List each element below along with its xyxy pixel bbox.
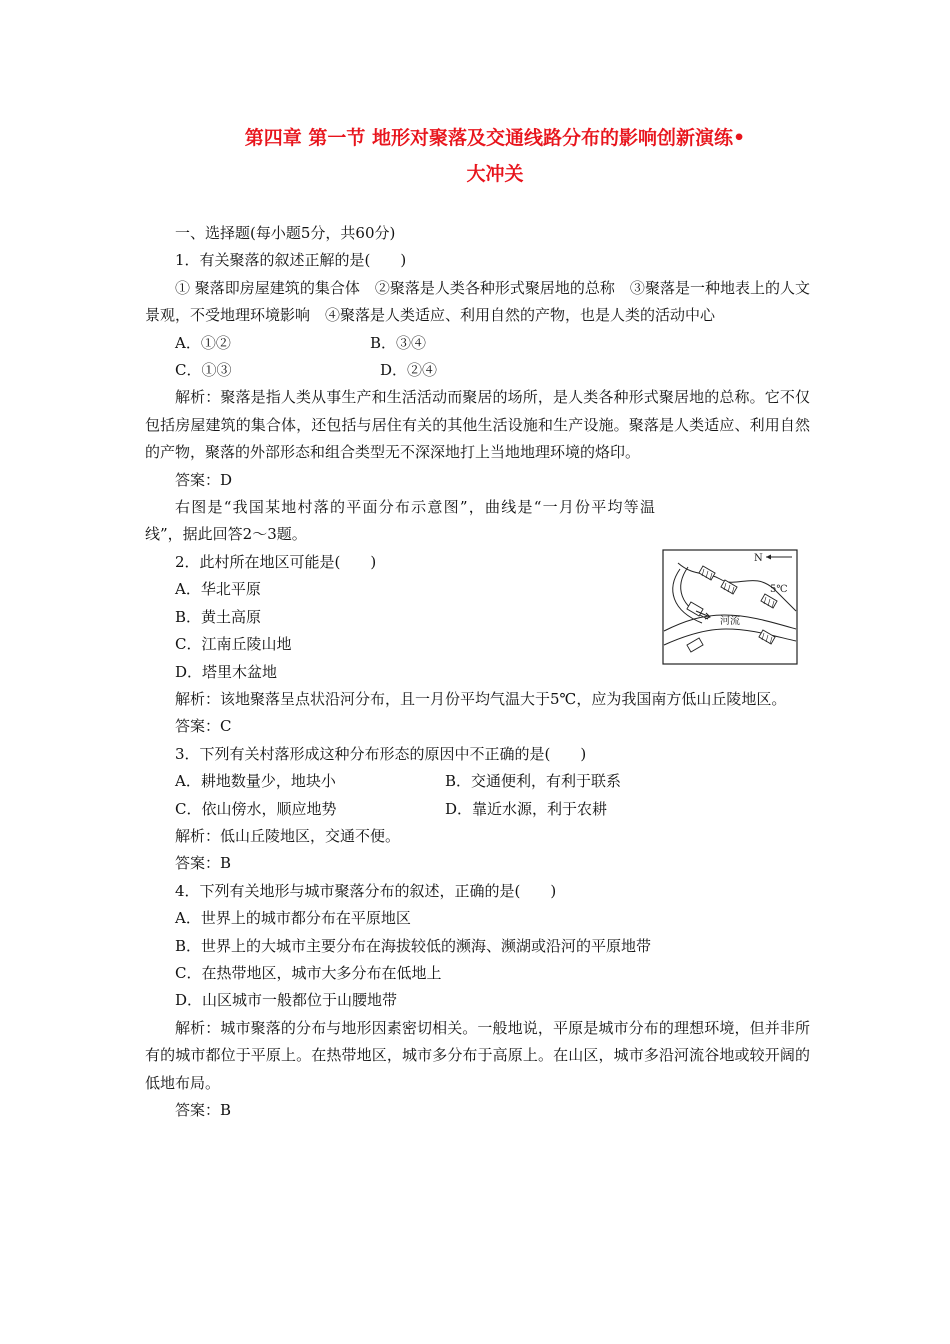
document-title — [150, 120, 840, 192]
title-line-1: 第四章 第一节 地形对聚落及交通线路分布的影响创新演练• — [244, 127, 746, 149]
q2-option-b: B．黄土高原 — [175, 607, 262, 626]
q3-answer: 答案：B — [175, 854, 232, 873]
village-distribution-map — [662, 549, 798, 665]
q1-option-a: A．①② — [175, 333, 231, 352]
q2-option-a: A．华北平原 — [175, 580, 261, 599]
q1-options-row-2 — [145, 357, 810, 384]
q1-options-row-1 — [145, 330, 810, 357]
q1-option-d: D．②④ — [380, 361, 438, 380]
q3-option-d: D．靠近水源，利于农耕 — [445, 799, 608, 818]
q3-options-row-2 — [145, 796, 810, 823]
intro-2-3: 右图是“我国某地村落的平面分布示意图”，曲线是“一月份平均等温线”，据此回答2～3题。 — [145, 498, 655, 544]
north-label: N — [754, 553, 763, 564]
river-label: 河流 — [720, 616, 740, 627]
q1-statement: ① 聚落即房屋建筑的集合体 ②聚落是人类各种形式聚居地的总称 ③聚落是一种地表上的人文景观，不受地理环境影响 ④聚落是人类适应、利用自然的产物，也是人类的活动中心 — [145, 278, 810, 325]
q2-analysis: 解析：该地聚落呈点状沿河分布，且一月份平均气温大于5℃，应为我国南方低山丘陵地区。 — [175, 689, 787, 708]
q1-option-b: B．③④ — [370, 333, 427, 352]
q1-option-c: C．①③ — [175, 361, 232, 380]
q3-option-b: B．交通便利，有利于联系 — [445, 772, 622, 791]
q4-option-b: B．世界上的大城市主要分布在海拔较低的濒海、濒湖或沿河的平原地带 — [175, 936, 652, 955]
section-header: 一、选择题(每小题5分，共60分) — [175, 224, 396, 242]
q3-stem: 3．下列有关村落形成这种分布形态的原因中不正确的是( ) — [175, 744, 587, 763]
q3-option-c: C．依山傍水，顺应地势 — [175, 799, 337, 818]
q1-analysis: 解析：聚落是指人类从事生产和生活活动而聚居的场所，是人类各种形式聚居地的总称。它不仅包括房屋建筑的集合体，还包括与居住有关的其他生活设施和生产设施。聚落是人类适应、利用自然的产物，聚落的外部形态和组合类型无不深深地打上当地地理环境的烙印。 — [145, 388, 810, 462]
temp-label: 5℃ — [770, 584, 788, 595]
q1-stem: 1．有关聚落的叙述正解的是( ) — [175, 251, 407, 270]
q4-option-c: C．在热带地区，城市大多分布在低地上 — [175, 963, 442, 982]
q3-option-a: A．耕地数量少，地块小 — [175, 772, 336, 791]
title-line-2: 大冲关 — [466, 163, 524, 185]
q3-analysis: 解析：低山丘陵地区，交通不便。 — [175, 826, 401, 845]
q4-answer: 答案：B — [175, 1101, 232, 1119]
q1-answer: 答案：D — [175, 470, 233, 489]
q4-option-d: D．山区城市一般都位于山腰地带 — [175, 991, 398, 1010]
q4-stem: 4．下列有关地形与城市聚落分布的叙述，正确的是( ) — [175, 881, 557, 900]
q2-stem: 2．此村所在地区可能是( ) — [175, 552, 377, 571]
q2-option-c: C．江南丘陵山地 — [175, 635, 292, 654]
q3-options-row-1 — [145, 768, 810, 795]
q4-option-a: A．世界上的城市都分布在平原地区 — [175, 909, 411, 928]
q2-option-d: D．塔里木盆地 — [175, 662, 278, 681]
document-body — [145, 220, 810, 1124]
q4-analysis: 解析：城市聚落的分布与地形因素密切相关。一般地说，平原是城市分布的理想环境，但并非所有的城市都位于平原上。在热带地区，城市多分布于高原上。在山区，城市多沿河流谷地或较开阔的低地布局。 — [145, 1018, 810, 1092]
q2-answer: 答案：C — [175, 717, 232, 736]
